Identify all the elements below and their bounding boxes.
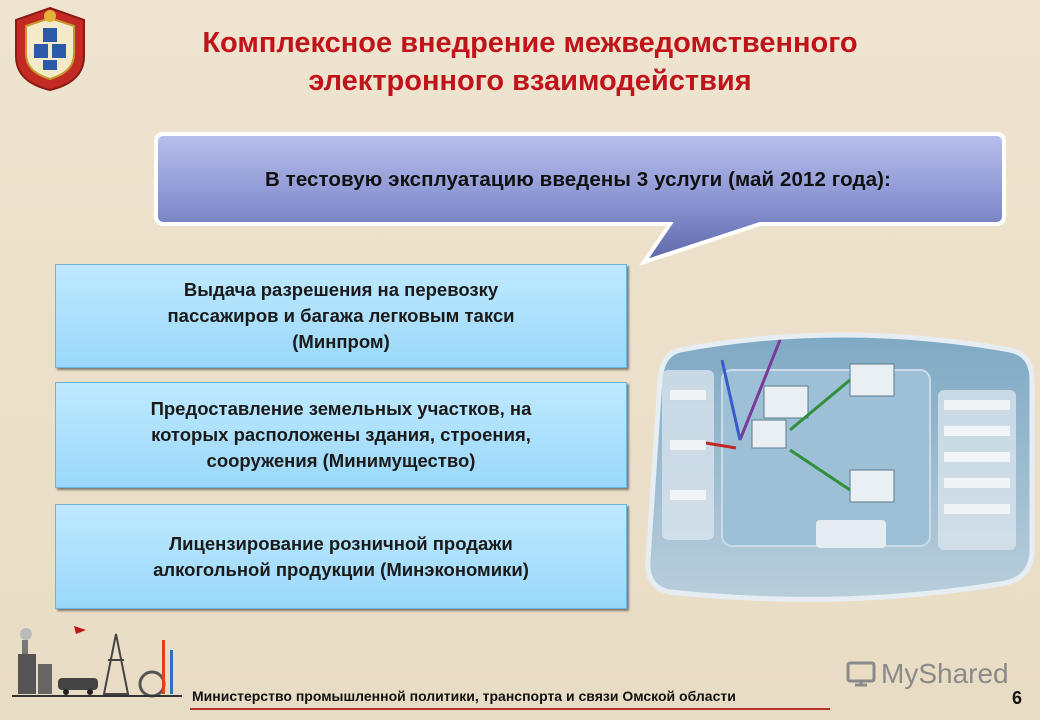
service-1-line-2: пассажиров и багажа легковым такси: [167, 305, 515, 326]
industry-icon: [12, 620, 182, 704]
myshared-logo-icon: [845, 659, 881, 689]
watermark-text: MyShared: [881, 658, 1009, 689]
service-2-line-1: Предоставление земельных участков, на: [150, 398, 532, 419]
service-1-line-1: Выдача разрешения на перевозку: [183, 279, 499, 300]
ministry-name: Министерство промышленной политики, транспорта и связи Омской области: [192, 688, 736, 704]
service-box-land: [55, 382, 627, 488]
page-number: 6: [1012, 688, 1023, 708]
title-line-1: Комплексное внедрение межведомственного: [202, 27, 858, 59]
title-line-2: электронного взаимодействия: [308, 65, 752, 97]
service-3-line-2: алкогольной продукции (Минэкономики): [153, 558, 529, 580]
emblem-icon: [14, 6, 86, 92]
footer-divider: [190, 708, 830, 710]
workflow-diagram-image: [640, 330, 1040, 610]
service-3-line-1: Лицензирование розничной продажи: [169, 532, 513, 554]
service-2-line-3: сооружения (Минимущество): [206, 450, 476, 471]
service-box-alcohol: [55, 504, 627, 609]
service-1-line-3: (Минпром): [292, 331, 390, 352]
service-box-taxi: [55, 264, 627, 368]
myshared-watermark: [845, 657, 1009, 691]
callout-text: В тестовую эксплуатацию введены 3 услуги (май 2012 года):: [264, 168, 891, 191]
service-2-line-2: которых расположены здания, строения,: [151, 424, 531, 445]
page-title: [150, 24, 910, 100]
